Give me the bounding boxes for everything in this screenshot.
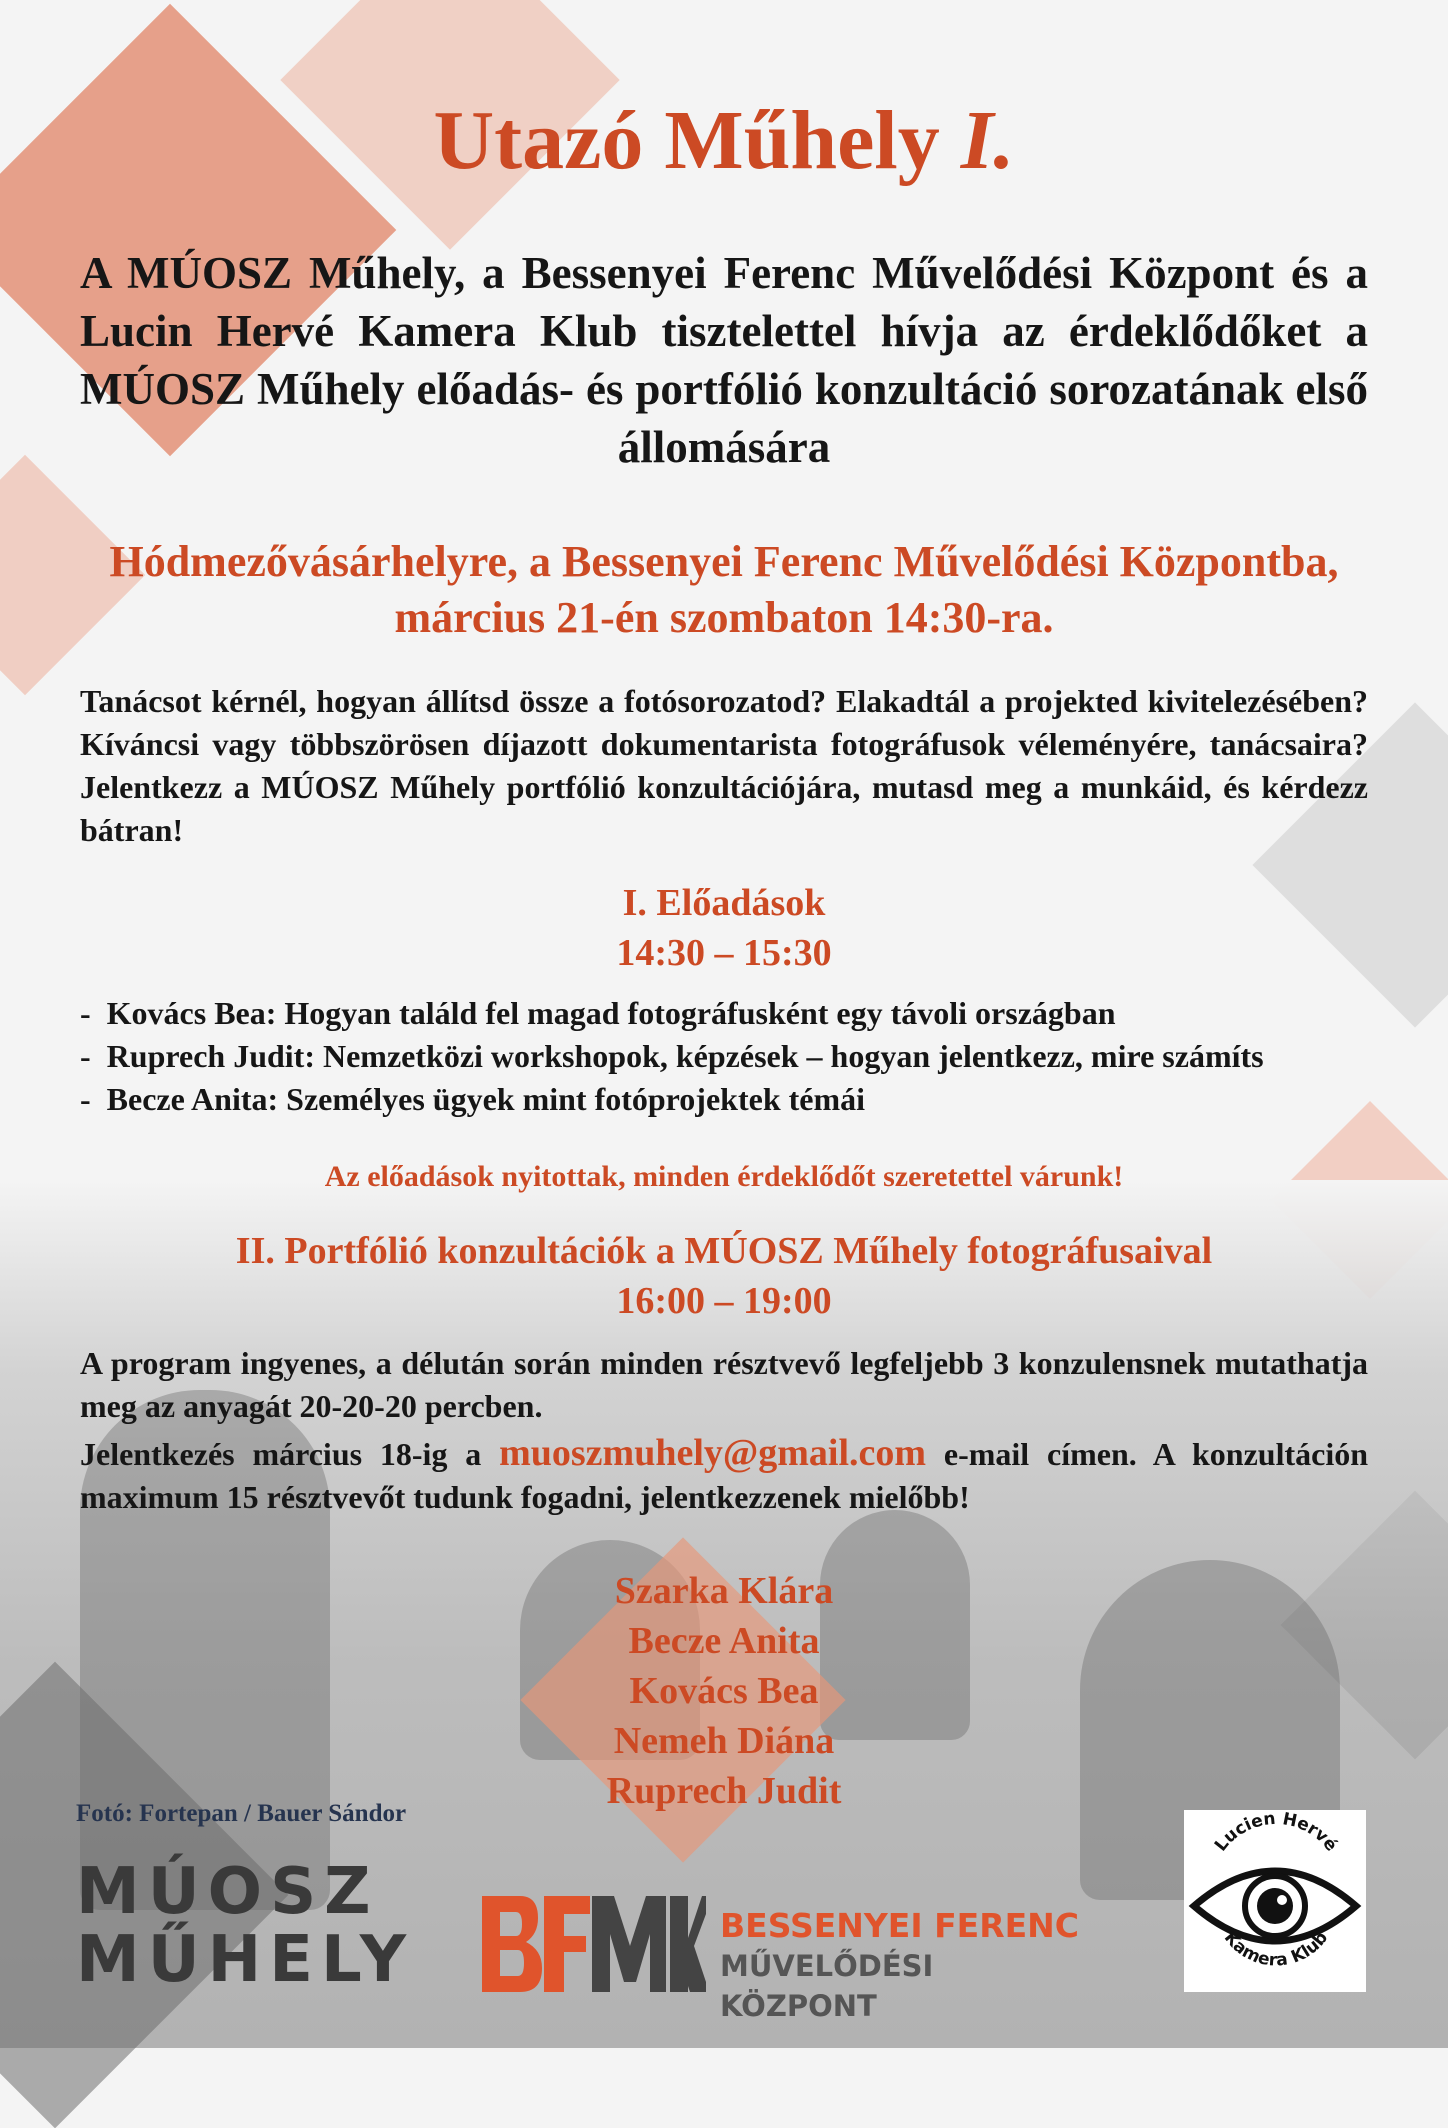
list-item: - Kovács Bea: Hogyan találd fel magad fotográfusként egy távoli országban — [80, 992, 1380, 1035]
venue-line: Hódmezővásárhelyre, a Bessenyei Ferenc Művelődési Központba, — [109, 537, 1339, 586]
bfmk-name — [720, 1906, 1100, 2026]
section-title: II. Portfólió konzultációk a MÚOSZ Műhely fotográfusaival — [235, 1230, 1213, 1272]
list-item: Szarka Klára — [614, 1570, 834, 1612]
bfmk-line: MŰVELŐDÉSI KÖZPONT — [720, 1949, 934, 2023]
title-main: Utazó Műhely — [433, 94, 940, 187]
list-item: Becze Anita — [628, 1620, 820, 1662]
section-portfolio-heading — [0, 1226, 1448, 1326]
list-item: Kovács Bea — [629, 1670, 819, 1712]
call-to-action: Tanácsot kérnél, hogyan állítsd össze a fotósorozatod? Elakadtál a projekted kivitelezésében? Kíváncsi vagy többszörösen díjazott dokumentarista fotográfusok véleményére, tanácsaira? Jelentkezz a MÚOSZ Műhely portfólió konzultációjára, mutasd meg a munkáid, és kérdezz bátran! — [80, 683, 1368, 848]
lucien-herve-logo — [1184, 1810, 1366, 1992]
page-title — [0, 92, 1448, 189]
eye-icon — [1184, 1810, 1366, 1992]
bfmk-line: BESSENYEI FERENC — [720, 1906, 1079, 1945]
venue-block — [60, 534, 1388, 646]
list-item: Ruprech Judit — [606, 1770, 842, 1812]
program-note: A program ingyenes, a délután során minden résztvevő legfeljebb 3 konzulensnek mutathatja meg az anyagát 20-20-20 percben. — [80, 1345, 1368, 1424]
section-time: 16:00 – 19:00 — [616, 1280, 832, 1322]
invitation-text: A MÚOSZ Műhely, a Bessenyei Ferenc Művelődési Központ és a Lucin Hervé Kamera Klub tisztelettel hívja az érdeklődőket a MÚOSZ Műhely előadás- és portfólió konzultáció sorozatának első állomására — [80, 248, 1368, 472]
open-note: Az előadások nyitottak, minden érdeklődőt szeretettel várunk! — [324, 1160, 1124, 1193]
email-link[interactable]: muoszmuhely@gmail.com — [499, 1432, 927, 1474]
registration-note — [80, 1432, 1368, 1519]
registration-before: Jelentkezés március 18-ig a — [80, 1436, 500, 1472]
consultant-list — [0, 1566, 1448, 1816]
date-line: március 21-én szombaton 14:30-ra. — [394, 593, 1054, 642]
muosz-logo — [76, 1855, 415, 1997]
title-roman: I. — [960, 94, 1015, 187]
section-title: I. Előadások — [622, 882, 826, 924]
talk-list — [80, 992, 1380, 1121]
bfmk-logo — [480, 1892, 1100, 2023]
svg-text:Kamera Klub: Kamera Klub — [1219, 1927, 1333, 1971]
bfmk-mark-icon — [480, 1892, 706, 1996]
logo-line: MŰHELY — [76, 1923, 415, 1997]
section-time: 14:30 – 15:30 — [616, 932, 832, 974]
list-item: - Becze Anita: Személyes ügyek mint fotóprojektek témái — [80, 1078, 1380, 1121]
logo-line: MÚOSZ — [76, 1855, 379, 1929]
photo-credit: Fotó: Fortepan / Bauer Sándor — [76, 1800, 407, 1827]
svg-text:Lucien Hervé: Lucien Hervé — [1210, 1810, 1342, 1856]
section-lectures-heading — [0, 878, 1448, 978]
registration-after: e-mail címen. A konzultáción maximum 15 résztvevőt tudunk fogadni, jelentkezzenek mielőbb! — [80, 1436, 1368, 1515]
list-item: Nemeh Diána — [613, 1720, 835, 1762]
list-item: - Ruprech Judit: Nemzetközi workshopok, képzések – hogyan jelentkezz, mire számíts — [80, 1035, 1380, 1078]
